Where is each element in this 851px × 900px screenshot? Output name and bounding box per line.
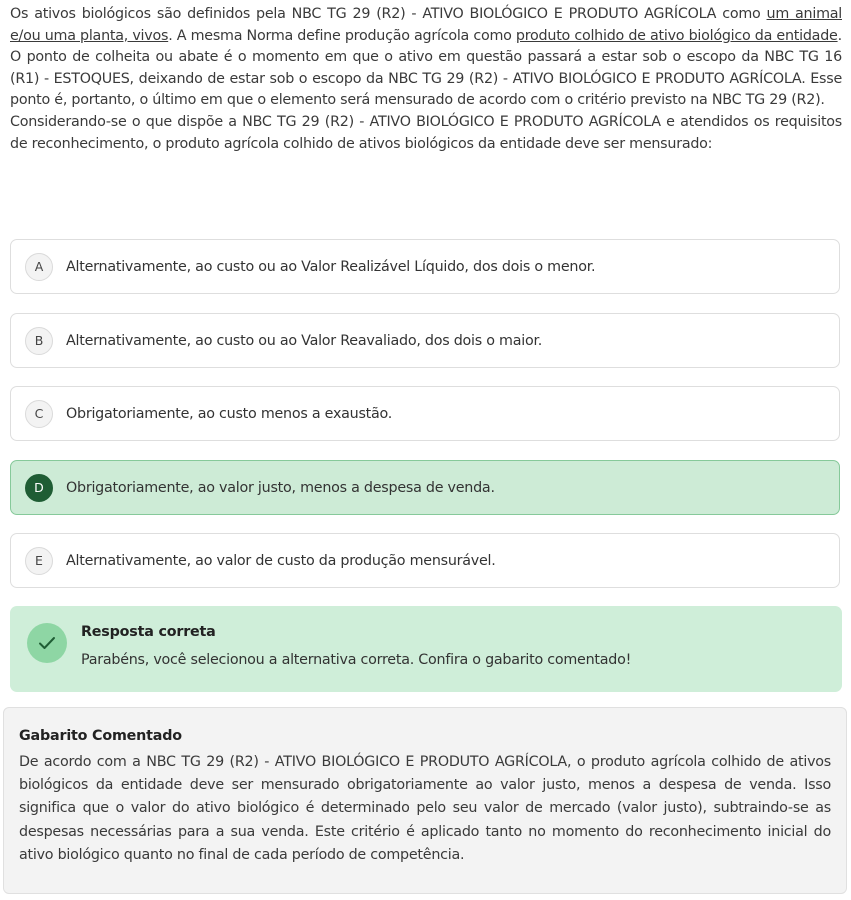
option-a[interactable] xyxy=(10,239,840,294)
question-text-fragment: . xyxy=(837,27,842,44)
question-text-fragment: Os ativos biológicos são definidos pela NBC TG 29 (R2) - ATIVO BIOLÓGICO E PRODUTO AGRÍCOLA como xyxy=(10,6,767,22)
underlined-definition-ativo: um animal e/ou uma planta, vivos xyxy=(10,6,842,44)
option-c[interactable] xyxy=(10,386,840,441)
feedback-title: Resposta correta xyxy=(81,624,216,640)
question-paragraph-2: O ponto de colheita ou abate é o momento em que o ativo em questão passará a estar sob o escopo da NBC TG 16 (R1) - ESTOQUES, deixando de estar sob o escopo da NBC TG 29 (R2) - ATIVO BIOLÓGICO E PRODUTO AGRÍCOLA. Esse ponto é, portanto, o último em que o elemento será mensurado de acordo com o critério previsto na NBC TG 29 (R2). xyxy=(10,49,842,109)
option-letter-a: A xyxy=(25,253,53,281)
option-b[interactable] xyxy=(10,313,840,368)
option-d[interactable] xyxy=(10,460,840,515)
underlined-definition-producao: produto colhido de ativo biológico da entidade xyxy=(515,27,838,44)
option-e[interactable] xyxy=(10,533,840,588)
check-icon xyxy=(27,623,67,663)
option-text-c: Obrigatoriamente, ao custo menos a exaustão. xyxy=(66,405,393,422)
question-paragraph-1 xyxy=(10,4,842,47)
option-letter-c: C xyxy=(25,400,53,428)
feedback-message: Parabéns, você selecionou a alternativa correta. Confira o gabarito comentado! xyxy=(81,652,632,668)
question-text xyxy=(10,4,842,155)
option-letter-e: E xyxy=(25,547,53,575)
option-text-b: Alternativamente, ao custo ou ao Valor Reavaliado, dos dois o maior. xyxy=(66,332,543,349)
option-letter-d: D xyxy=(25,474,53,502)
option-text-d: Obrigatoriamente, ao valor justo, menos a despesa de venda. xyxy=(66,479,495,496)
option-text-e: Alternativamente, ao valor de custo da produção mensurável. xyxy=(66,552,496,569)
commentary-title: Gabarito Comentado xyxy=(19,728,182,744)
option-letter-b: B xyxy=(25,327,53,355)
commentary-body: De acordo com a NBC TG 29 (R2) - ATIVO BIOLÓGICO E PRODUTO AGRÍCOLA, o produto agrícola colhido de ativos biológicos da entidade deve ser mensurado obrigatoriamente ao valor justo, menos a despesa de venda. Isso significa que o valor do ativo biológico é determinado pelo seu valor de mercado (valor justo), subtraindo-se as despesas necessárias para a sua venda. Este critério é aplicado tanto no momento do reconhecimento inicial do ativo biológico quanto no final de cada período de competência. xyxy=(19,754,831,863)
correct-answer-feedback xyxy=(10,606,842,692)
option-text-a: Alternativamente, ao custo ou ao Valor Realizável Líquido, dos dois o menor. xyxy=(66,258,596,275)
answer-commentary xyxy=(3,707,847,894)
question-text-fragment: . A mesma Norma define produção agrícola como xyxy=(168,27,516,44)
question-paragraph-3: Considerando-se o que dispõe a NBC TG 29 (R2) - ATIVO BIOLÓGICO E PRODUTO AGRÍCOLA e atendidos os requisitos de reconhecimento, o produto agrícola colhido de ativos biológicos da entidade deve ser mensurado: xyxy=(10,113,842,152)
